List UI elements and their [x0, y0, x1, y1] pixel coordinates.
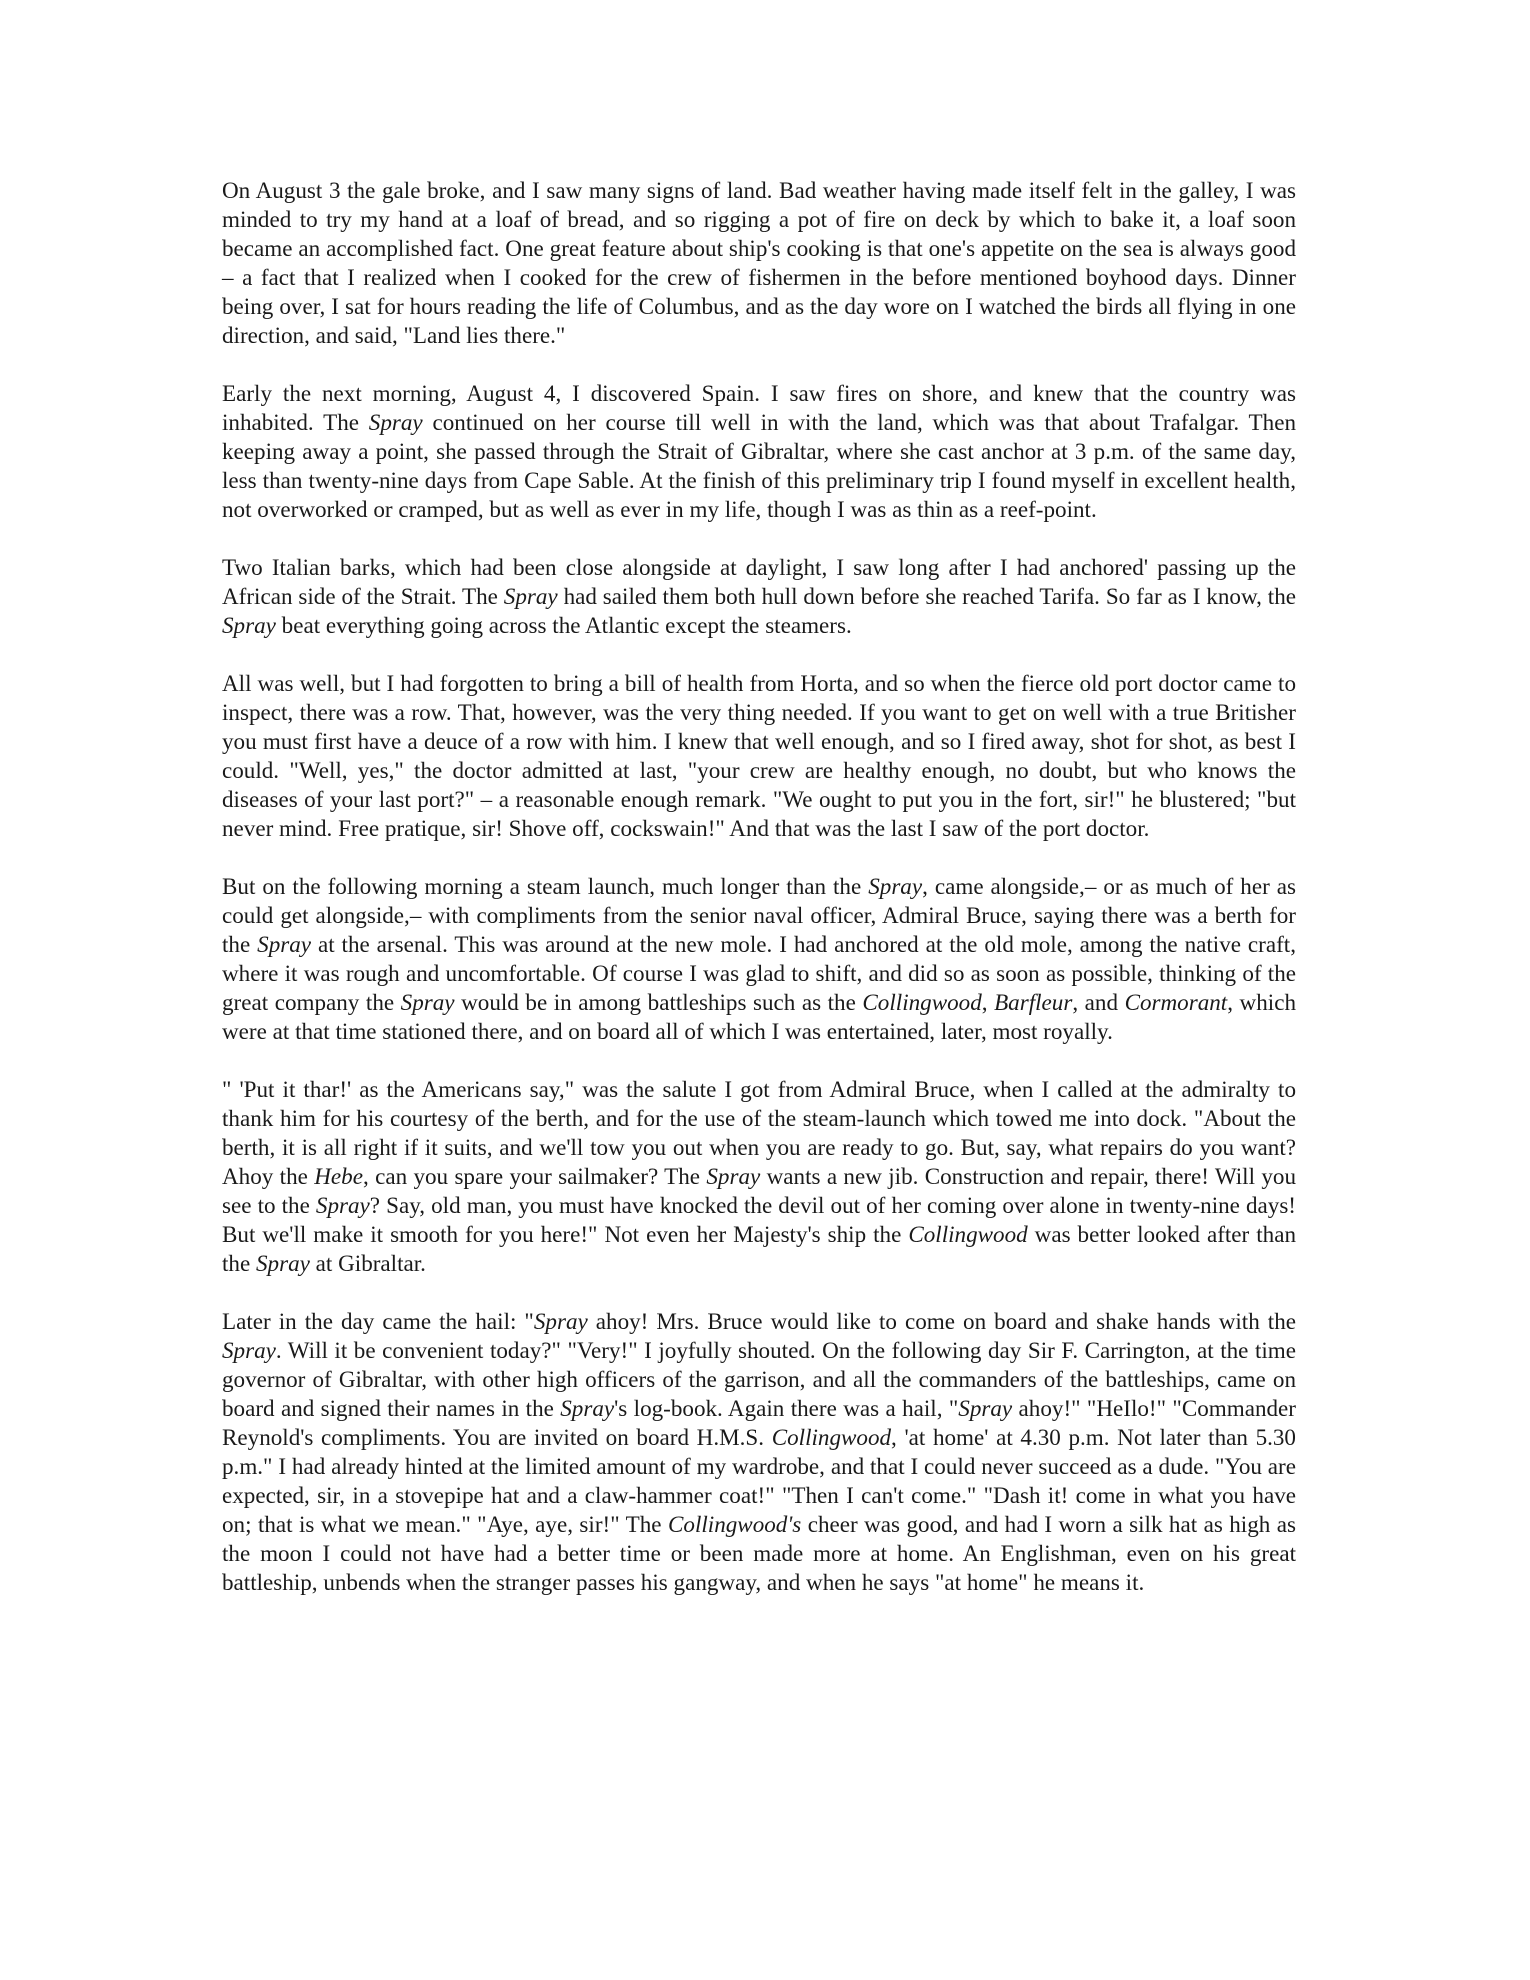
paragraph — [222, 379, 1296, 524]
text-run: beat everything going across the Atlantic except the steamers. — [275, 612, 852, 638]
text-run: ahoy! Mrs. Bruce would like to come on board and shake hands with the — [587, 1308, 1296, 1334]
italic-text: Cormorant — [1124, 989, 1228, 1015]
text-run: continued on her course till well in with the land, which was that about Trafalgar. Then keeping away a point, she passed through the Strait of Gibraltar, where she cast anchor at 3 p.m. of the same day, less than twenty-nine days from Cape Sable. At the finish of this preliminary trip I found myself in excellent health, not overworked or cramped, but as well as ever in my life, though I was as thin as a reef-point. — [222, 409, 1297, 522]
paragraph — [222, 669, 1296, 843]
italic-text: Collingwood — [862, 989, 982, 1015]
italic-text: Collingwood — [771, 1424, 892, 1450]
italic-text: Spray — [868, 873, 923, 899]
text-run: at the arsenal. This was around at the new mole. I had anchored at the old mole, among the native craft, where it was rough and uncomfortable. Of course I was glad to shift, and did so as soon as possible, thinking of the great company the — [222, 931, 1296, 1015]
italic-text: Spray — [222, 1337, 276, 1363]
italic-text: Spray — [958, 1395, 1013, 1421]
italic-text: Spray — [222, 612, 276, 638]
text-run: wants a new jib. Construction and repair, there! Will you see to the — [222, 1163, 1296, 1218]
italic-text: Spray — [368, 409, 423, 435]
text-run: had sailed them both hull down before she reached Tarifa. So far as I know, the — [557, 583, 1297, 609]
text-run: ahoy!" "HeIlo!" "Commander Reynold's compliments. You are invited on board H.M.S. — [222, 1395, 1296, 1450]
italic-text: Hebe — [314, 1163, 363, 1189]
text-run: at Gibraltar. — [309, 1250, 426, 1276]
paragraph — [222, 1075, 1296, 1278]
document-page — [222, 176, 1296, 1626]
italic-text: Spray — [503, 583, 558, 609]
italic-text: Collingwood — [908, 1221, 1028, 1247]
italic-text: Spray — [400, 989, 455, 1015]
paragraph — [222, 1307, 1296, 1597]
text-run: , came alongside,– or as much of her as could get alongside,– with compliments from the senior naval officer, Admiral Bruce, saying there was a berth for the — [222, 873, 1296, 957]
italic-text: Spray — [706, 1163, 761, 1189]
text-run: , and — [1072, 989, 1125, 1015]
text-run: . Will it be convenient today?" "Very!" I joyfully shouted. On the following day Sir F. Carrington, at the time governor of Gibraltar, with other high officers of the garrison, and all the commanders of the battleships, came on board and signed their names in the — [222, 1337, 1296, 1421]
text-run: cheer was good, and had I worn a silk hat as high as the moon I could not have had a better time or been made more at home. An Englishman, even on his great battleship, unbends when the stranger passes his gangway, and when he says "at home" he means it. — [222, 1511, 1296, 1595]
text-run: , which were at that time stationed there, and on board all of which I was entertained, later, most royally. — [222, 989, 1296, 1044]
text-run: Later in the day came the hail: " — [222, 1308, 534, 1334]
text-run: All was well, but I had forgotten to bring a bill of health from Horta, and so when the fierce old port doctor came to inspect, there was a row. That, however, was the very thing needed. If you want to get on well with a true Britisher you must first have a deuce of a row with him. I knew that well enough, and so I fired away, shot for shot, as best I could. "Well, yes," the doctor admitted at last, "your crew are healthy enough, no doubt, but who knows the diseases of your last port?" – a reasonable enough remark. "We ought to put you in the fort, sir!" he blustered; "but never mind. Free pratique, sir! Shove off, cockswain!" And that was the last I saw of the port doctor. — [222, 670, 1296, 841]
text-run: , can you spare your sailmaker? The — [362, 1163, 707, 1189]
italic-text: Spray — [533, 1308, 588, 1334]
text-run: , 'at home' at 4.30 p.m. Not later than 5.30 p.m." I had already hinted at the limited amount of my wardrobe, and that I could never succeed as a dude. "You are expected, sir, in a stovepipe hat and a claw-hammer coat!" "Then I can't come." "Dash it! come in what you have on; that is what we mean." "Aye, aye, sir!" The — [222, 1424, 1296, 1537]
italic-text: Spray — [257, 931, 312, 957]
text-run: Early the next morning, August 4, I discovered Spain. I saw fires on shore, and knew that the country was inhabited. The — [222, 380, 1296, 435]
italic-text: Spray — [315, 1192, 370, 1218]
text-run: " 'Put it thar!' as the Americans say," was the salute I got from Admiral Bruce, when I called at the admiralty to thank him for his courtesy of the berth, and for the use of the steam-launch which towed me into dock. "About the berth, it is all right if it suits, and we'll tow you out when you are ready to go. But, say, what repairs do you want? Ahoy the — [222, 1076, 1296, 1189]
italic-text: Barfleur — [994, 989, 1073, 1015]
italic-text: Spray — [560, 1395, 615, 1421]
text-run: was better looked after than the — [222, 1221, 1296, 1276]
text-run: But on the following morning a steam launch, much longer than the — [222, 873, 869, 899]
text-run: , — [981, 989, 995, 1015]
text-run: would be in among battleships such as the — [454, 989, 863, 1015]
paragraph — [222, 872, 1296, 1046]
paragraph — [222, 553, 1296, 640]
text-run: ? Say, old man, you must have knocked the devil out of her coming over alone in twenty-nine days! But we'll make it smooth for you here!" Not even her Majesty's ship the — [222, 1192, 1296, 1247]
italic-text: Collingwood's — [668, 1511, 802, 1537]
text-run: Two Italian barks, which had been close alongside at daylight, I saw long after I had anchored' passing up the African side of the Strait. The — [222, 554, 1296, 609]
text-run: On August 3 the gale broke, and I saw many signs of land. Bad weather having made itself felt in the galley, I was minded to try my hand at a loaf of bread, and so rigging a pot of fire on deck by which to bake it, a loaf soon became an accomplished fact. One great feature about ship's cooking is that one's appetite on the sea is always good – a fact that I realized when I cooked for the crew of fishermen in the before mentioned boyhood days. Dinner being over, I sat for hours reading the life of Columbus, and as the day wore on I watched the birds all flying in one direction, and said, "Land lies there." — [222, 177, 1296, 348]
italic-text: Spray — [256, 1250, 310, 1276]
paragraph — [222, 176, 1296, 350]
text-run: 's log-book. Again there was a hail, " — [614, 1395, 959, 1421]
